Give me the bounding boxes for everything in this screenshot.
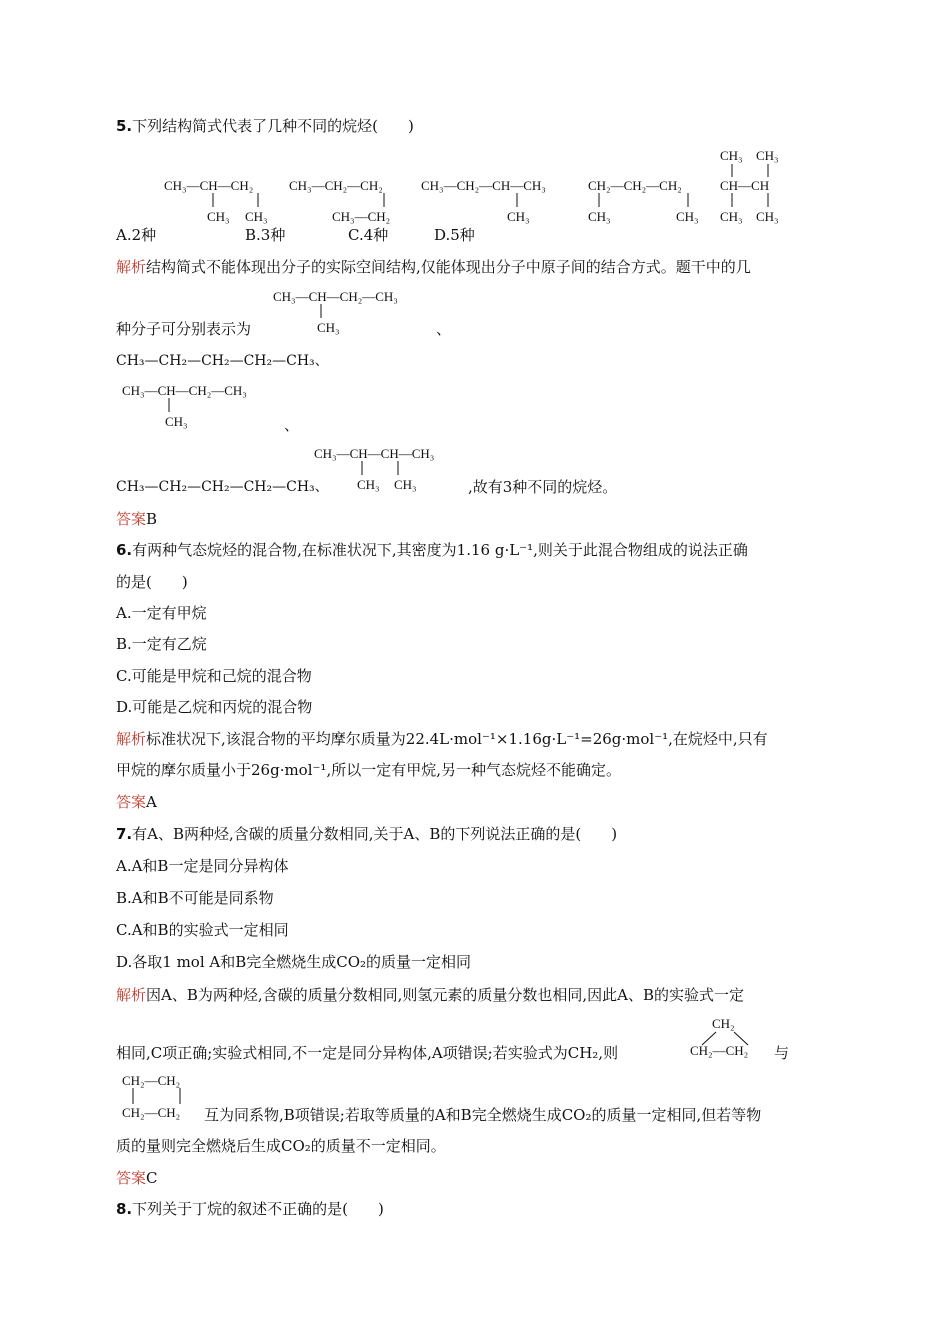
- q5-struct1-main: CH₃—CH—CH₂: [164, 178, 254, 193]
- q7-answer: C: [146, 1169, 158, 1187]
- q5-struct5-bot1: CH₃: [720, 209, 743, 224]
- q7-analysis-text1: 因A、B为两种烃,含碳的质量分数相同,则氢元素的质量分数也相同,因此A、B的实验式一定: [146, 986, 745, 1004]
- q6-answer-line: [116, 792, 157, 812]
- q7-ring4-top: CH₂—CH₂: [122, 1073, 181, 1088]
- q5-struct1-sub2: CH₃: [245, 209, 268, 224]
- q7-analysis-text4: 质的量则完全燃烧后生成CO₂的质量不一定相同。: [116, 1137, 446, 1155]
- q7-analysis-text2: 相同,C项正确;实验式相同,不一定是同分异构体,A项错误;若实验式为CH₂,则: [116, 1044, 619, 1062]
- q5-analysis-line2: [116, 319, 251, 339]
- q5-mol-a-sub: CH₃: [317, 320, 340, 335]
- q7-answer-tag: 答案: [116, 1169, 147, 1187]
- q5-analysis-line1: [116, 257, 751, 277]
- q5-pentane-line2: CH₃—CH₂—CH₂—CH₂—CH₃、: [116, 479, 329, 495]
- q5-struct2-sub: CH₃—CH₂: [332, 209, 391, 224]
- q6-analysis-text1: 标准状况下,该混合物的平均摩尔质量为22.4L·mol⁻¹×1.16g·L⁻¹=26g·mol⁻¹,在烷烃中,只有: [146, 730, 768, 748]
- q5-analysis-tag: 解析: [116, 258, 147, 276]
- q5-struct5-main: CH—CH: [720, 178, 770, 193]
- q5-option-a: A.2种: [116, 226, 157, 244]
- q6-stem-2: 的是( ): [116, 573, 188, 591]
- q7-stem-line: [116, 824, 617, 844]
- q6-answer: A: [146, 793, 157, 811]
- q7-stem: 有A、B两种烃,含碳的质量分数相同,关于A、B的下列说法正确的是( ): [132, 825, 618, 843]
- q6-option-b: B.一定有乙烷: [116, 635, 207, 653]
- q5-separator-1: 、: [436, 320, 452, 338]
- q5-option-b: B.3种: [245, 226, 286, 244]
- q8-stem-line: [116, 1199, 384, 1219]
- q5-struct3-main: CH₃—CH₂—CH—CH₃: [421, 178, 546, 193]
- q5-mol-b-main: CH₃—CH—CH₂—CH₃: [122, 383, 247, 398]
- q6-option-d: D.可能是乙烷和丙烷的混合物: [116, 698, 313, 716]
- q7-number: 7.: [116, 825, 133, 843]
- q6-analysis-tag: 解析: [116, 730, 147, 748]
- q7-ring4-bottom: CH₂—CH₂: [122, 1105, 181, 1120]
- q7-with: 与: [774, 1044, 790, 1062]
- q5-analysis-text2: 种分子可分别表示为: [116, 320, 252, 338]
- q5-struct2-main: CH₃—CH₂—CH₂: [289, 178, 383, 193]
- q5-conclusion: ,故有3种不同的烷烃。: [468, 478, 618, 496]
- q5-struct1-sub1: CH₃: [207, 209, 230, 224]
- q5-mol-c-main: CH₃—CH—CH—CH₃: [314, 446, 435, 461]
- q6-option-c: C.可能是甲烷和己烷的混合物: [116, 667, 312, 685]
- q5-analysis-text1: 结构简式不能体现出分子的实际空间结构,仅能体现出分子中原子间的结合方式。题干中的几: [146, 258, 751, 276]
- q5-mol-a-main: CH₃—CH—CH₂—CH₃: [273, 289, 398, 304]
- q5-stem: 下列结构简式代表了几种不同的烷烃( ): [132, 117, 414, 135]
- q6-analysis-line1: [116, 729, 768, 749]
- q7-analysis-line1: [116, 985, 744, 1005]
- q7-answer-line: [116, 1168, 158, 1188]
- q6-answer-tag: 答案: [116, 793, 147, 811]
- q7-analysis-text3: 互为同系物,B项错误;若取等质量的A和B完全燃烧生成CO₂的质量一定相同,但若等物: [204, 1106, 762, 1124]
- q5-struct5-top2: CH₃: [756, 148, 779, 163]
- q5-mol-c-sub1: CH₃: [357, 477, 380, 492]
- q7-option-d: D.各取1 mol A和B完全燃烧生成CO₂的质量一定相同: [116, 953, 472, 971]
- q5-pentane-line1: CH₃—CH₂—CH₂—CH₂—CH₃、: [116, 353, 329, 369]
- q5-number: 5.: [116, 117, 133, 135]
- q5-option-c: C.4种: [348, 226, 389, 244]
- q5-separator-2: 、: [284, 416, 300, 434]
- q5-struct4-main: CH₂—CH₂—CH₂: [588, 178, 682, 193]
- q7-ring3-bottom: CH₂—CH₂: [690, 1043, 749, 1058]
- q5-struct5-top1: CH₃: [720, 148, 743, 163]
- q7-analysis-tag: 解析: [116, 986, 147, 1004]
- q8-number: 8.: [116, 1200, 133, 1218]
- q5-struct4-sub2: CH₃: [676, 209, 699, 224]
- q5-struct4-sub1: CH₃: [588, 209, 611, 224]
- q7-option-b: B.A和B不可能是同系物: [116, 889, 274, 907]
- q5-struct3-sub: CH₃: [507, 209, 530, 224]
- q6-number: 6.: [116, 541, 133, 559]
- q5-answer-line: [116, 509, 157, 529]
- q7-ring3-top: CH₂: [712, 1016, 735, 1031]
- q6-analysis-text2: 甲烷的摩尔质量小于26g·mol⁻¹,所以一定有甲烷,另一种气态烷烃不能确定。: [116, 761, 621, 779]
- q6-stem-line1: [116, 540, 748, 560]
- q8-stem: 下列关于丁烷的叙述不正确的是( ): [132, 1200, 384, 1218]
- q5-answer-tag: 答案: [116, 510, 147, 528]
- q5-mol-b-sub: CH₃: [165, 414, 188, 429]
- q7-option-a: A.A和B一定是同分异构体: [116, 857, 289, 875]
- q6-option-a: A.一定有甲烷: [116, 604, 207, 622]
- q6-stem-1: 有两种气态烷烃的混合物,在标准状况下,其密度为1.16 g·L⁻¹,则关于此混合物组成的说法正确: [132, 541, 748, 559]
- q5-option-d: D.5种: [434, 226, 475, 244]
- q5-answer: B: [146, 510, 158, 528]
- q7-option-c: C.A和B的实验式一定相同: [116, 921, 289, 939]
- q5-struct5-bot2: CH₃: [756, 209, 779, 224]
- q5-mol-c-sub2: CH₃: [394, 477, 417, 492]
